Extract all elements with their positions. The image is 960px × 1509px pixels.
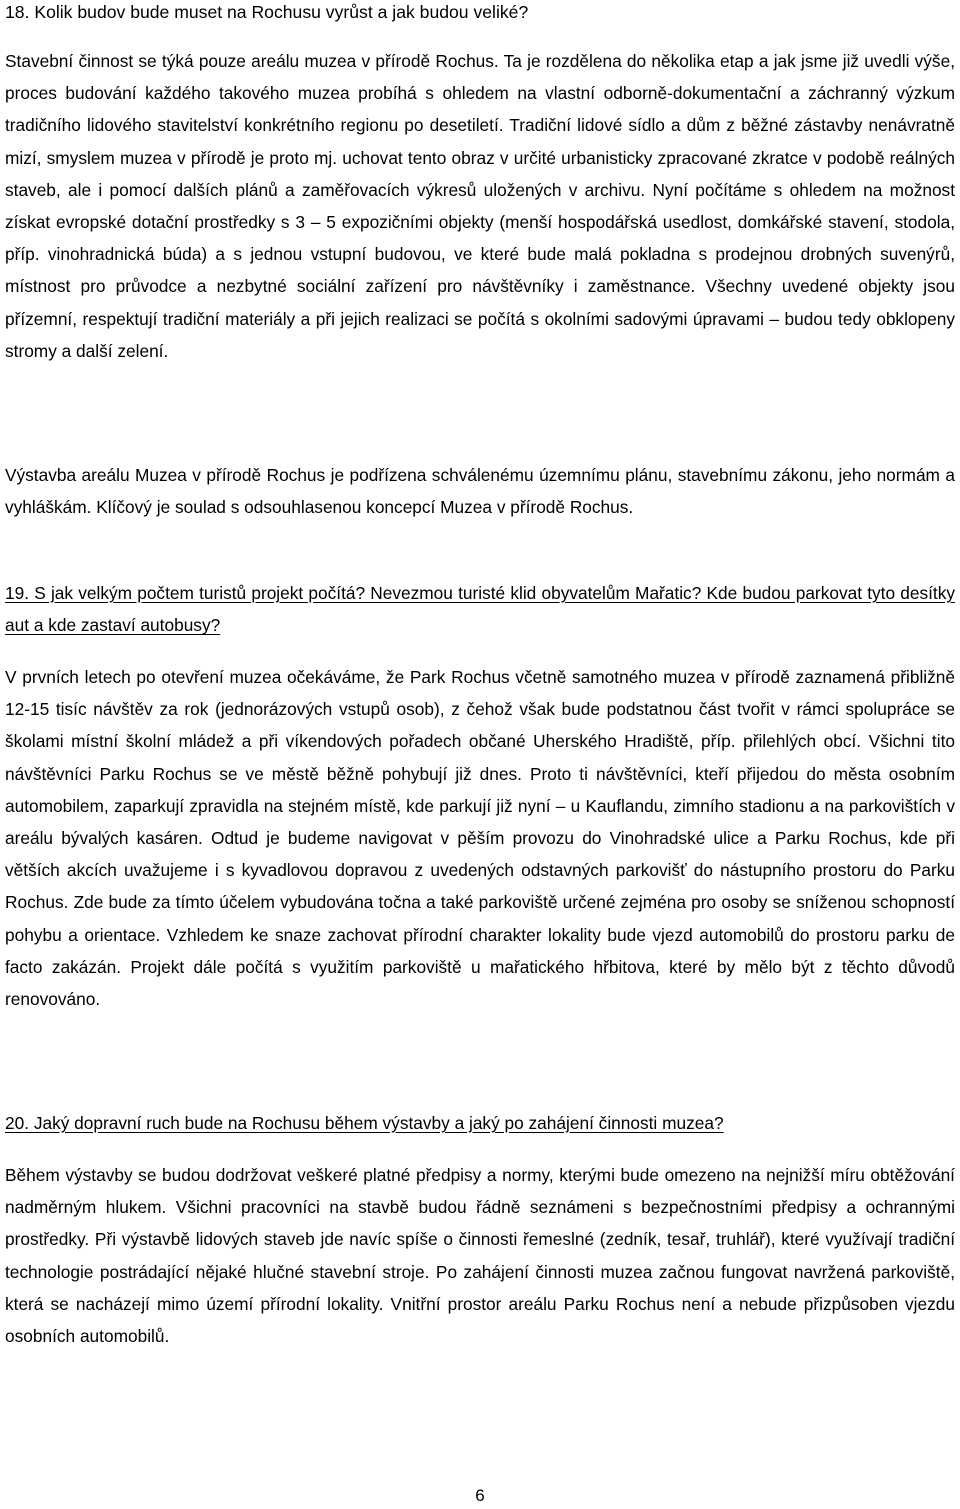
document-page xyxy=(5,0,955,1509)
question-19-heading: 19. S jak velkým počtem turistů projekt počítá? Nevezmou turisté klid obyvatelům Mařatic? Kde budou parkovat tyto desítky aut a kde zastaví autobusy? xyxy=(5,583,955,636)
page-number: 6 xyxy=(475,1486,485,1505)
question-20-answer-paragraph: Během výstavby se budou dodržovat veškeré platné předpisy a normy, kterými bude omezeno na nejnižší míru obtěžování nadměrným hlukem. Všichni pracovníci na stavbě budou řádně seznámeni s bezpečnostními předpisy a ochrannými prostředky. Při výstavbě lidových staveb jde navíc spíše o činnosti řemeslné (zedník, tesař, truhlář), které využívají tradiční technologie postrádající nějaké hlučné stavební stroje. Po zahájení činnosti muzea začnou fungovat navržená parkoviště, která se nacházejí mimo území přírodní lokality. Vnitřní prostor areálu Parku Rochus není a nebude přizpůsoben vjezdu osobních automobilů. xyxy=(5,1165,955,1347)
question-20-heading: 20. Jaký dopravní ruch bude na Rochusu během výstavby a jaký po zahájení činnosti muzea? xyxy=(5,1113,724,1133)
question-19-answer-paragraph: V prvních letech po otevření muzea očekáváme, že Park Rochus včetně samotného muzea v přírodě zaznamená přibližně 12-15 tisíc návštěv za rok (jednorázových vstupů osob), z čehož však bude podstatnou část tvořit v rámci spolupráce se školami místní školní mládež a při víkendových pořadech občané Uherského Hradiště, příp. přilehlých obcí. Všichni tito návštěvníci Parku Rochus se ve městě běžně pohybují již dnes. Proto ti návštěvníci, kteří přijedou do města osobním automobilem, zaparkují zpravidla na stejném místě, kde parkují již nyní – u Kauflandu, zimního stadionu a na parkovištích v areálu bývalých kasáren. Odtud je budeme navigovat v pěším provozu do Vinohradské ulice a Parku Rochus, kde při větších akcích uvažujeme i s kyvadlovou dopravou z uvedených odstavných parkovišť do nástupního prostoru do Parku Rochus. Zde bude za tímto účelem vybudována točna a také parkoviště určené zejména pro osoby se sníženou schopností pohybu a orientace. Vzhledem ke snaze zachovat přírodní charakter lokality bude vjezd automobilů do prostoru parku de facto zakázán. Projekt dále počítá s využitím parkoviště u mařatického hřbitova, které by mělo být z těchto důvodů renovováno. xyxy=(5,667,955,1010)
question-18-answer-paragraph-2: Výstavba areálu Muzea v přírodě Rochus je podřízena schválenému územnímu plánu, stavebnímu zákonu, jeho normám a vyhláškám. Klíčový je soulad s odsouhlasenou koncepcí Muzea v přírodě Rochus. xyxy=(5,465,955,518)
question-18-answer-paragraph-1: Stavební činnost se týká pouze areálu muzea v přírodě Rochus. Ta je rozdělena do několika etap a jak jsme již uvedli výše, proces budování každého takového muzea probíhá s ohledem na vlastní odborně-dokumentační a záchranný výzkum tradičního lidového stavitelství konkrétního regionu po desetiletí. Tradiční lidové sídlo a dům z běžné zástavby nenávratně mizí, smyslem muzea v přírodě je proto mj. uchovat tento obraz v určité urbanisticky zpracované zkratce v podobě reálných staveb, ale i pomocí dalších plánů a zaměřovacích výkresů uložených v archivu. Nyní počítáme s ohledem na možnost získat evropské dotační prostředky s 3 – 5 expozičními objekty (menší hospodářská usedlost, domkářské stavení, stodola, příp. vinohradnická búda) a s jednou vstupní budovou, ve které bude malá pokladna s prodejnou drobných suvenýrů, místnost pro průvodce a nezbytné sociální zařízení pro návštěvníky i zaměstnance. Všechny uvedené objekty jsou přízemní, respektují tradiční materiály a při jejich realizaci se počítá s okolními sadovými úpravami – budou tedy obklopeny stromy a další zelení. xyxy=(5,51,955,361)
question-18-heading: 18. Kolik budov bude muset na Rochusu vyrůst a jak budou veliké? xyxy=(5,2,529,22)
